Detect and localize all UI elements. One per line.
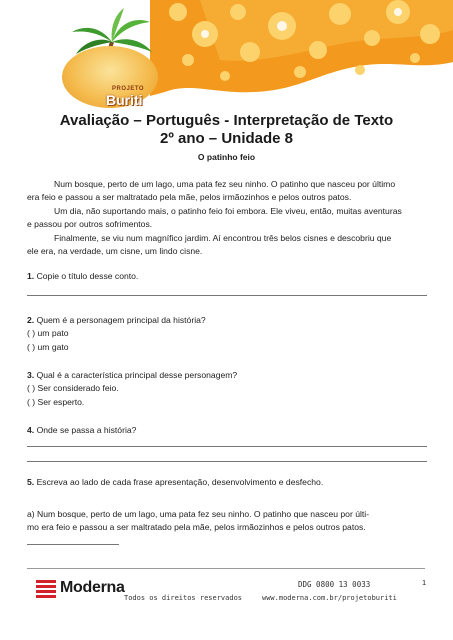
story-line: era feio e passou a ser maltratado pela mãe, pelos irmãozinhos e pelos outros patos. (27, 192, 352, 203)
page-subtitle: 2º ano – Unidade 8 (159, 130, 293, 147)
answer-line[interactable] (27, 461, 427, 462)
ddg-phone: DDG 0800 13 0033 (298, 580, 371, 589)
question-text: Quem é a personagem principal da história? (36, 315, 206, 325)
page-title: Avaliação – Português - Interpretação de Texto (59, 112, 394, 129)
story-line: e passou por outros sofrimentos. (27, 219, 153, 230)
answer-line[interactable] (27, 295, 427, 296)
option-checkbox[interactable]: ( ) um gato (27, 341, 69, 352)
question-5 (27, 476, 427, 489)
logo-projeto-text: PROJETO (112, 86, 145, 92)
question-5a: a) Num bosque, perto de um lago, uma pata fez seu ninho. O patinho que nasceu por últi- mo era feio e passou a ser maltratado pela mãe, pelos irmãozinhos e pelos outros patos. (27, 509, 370, 533)
question-text: Copie o título desse conto. (36, 271, 139, 281)
question-number: 2. (27, 315, 35, 325)
publisher-name: Moderna (60, 579, 125, 596)
moderna-mark-icon (36, 579, 56, 597)
story-line: ele era, na verdade, um cisne, um lindo cisne. (27, 246, 203, 257)
logo-buriti-text: Buriti (106, 92, 143, 108)
footer-divider (27, 568, 425, 569)
story-text (27, 178, 427, 258)
option-checkbox[interactable]: ( ) Ser considerado feio. (27, 383, 119, 394)
question-text: Escreva ao lado de cada frase apresentação, desenvolvimento e desfecho. (36, 477, 324, 487)
website-link[interactable]: www.moderna.com.br/projetoburiti (262, 594, 397, 602)
moderna-logo (36, 576, 125, 600)
question-4 (27, 424, 427, 437)
question-text: Onde se passa a história? (36, 425, 137, 435)
question-text: Qual é a característica principal desse personagem? (36, 370, 238, 380)
question-number: 1. (27, 271, 35, 281)
option-checkbox[interactable]: ( ) um pato (27, 328, 69, 339)
story-line: Num bosque, perto de um lago, uma pata fez seu ninho. O patinho que nasceu por último (54, 179, 396, 189)
question-number: 3. (27, 370, 35, 380)
page-number: 1 (422, 578, 427, 587)
story-line: Finalmente, se viu num magnífico jardim. Aí encontrou três belos cisnes e descobriu que (54, 232, 392, 243)
question-2 (27, 314, 427, 354)
story-title: O patinho feio (197, 152, 256, 162)
question-number: 4. (27, 425, 35, 435)
story-line: Um dia, não suportando mais, o patinho feio foi embora. Ele viveu, então, muitas aventuras (54, 205, 402, 216)
question-1 (27, 270, 427, 283)
answer-line[interactable] (27, 446, 427, 447)
rights-text: Todos os direitos reservados (124, 594, 243, 602)
question-number: 5. (27, 477, 35, 487)
option-checkbox[interactable]: ( ) Ser esperto. (27, 396, 85, 407)
projeto-buriti-logo (62, 8, 158, 108)
question-3 (27, 369, 427, 409)
answer-line[interactable] (27, 544, 119, 545)
